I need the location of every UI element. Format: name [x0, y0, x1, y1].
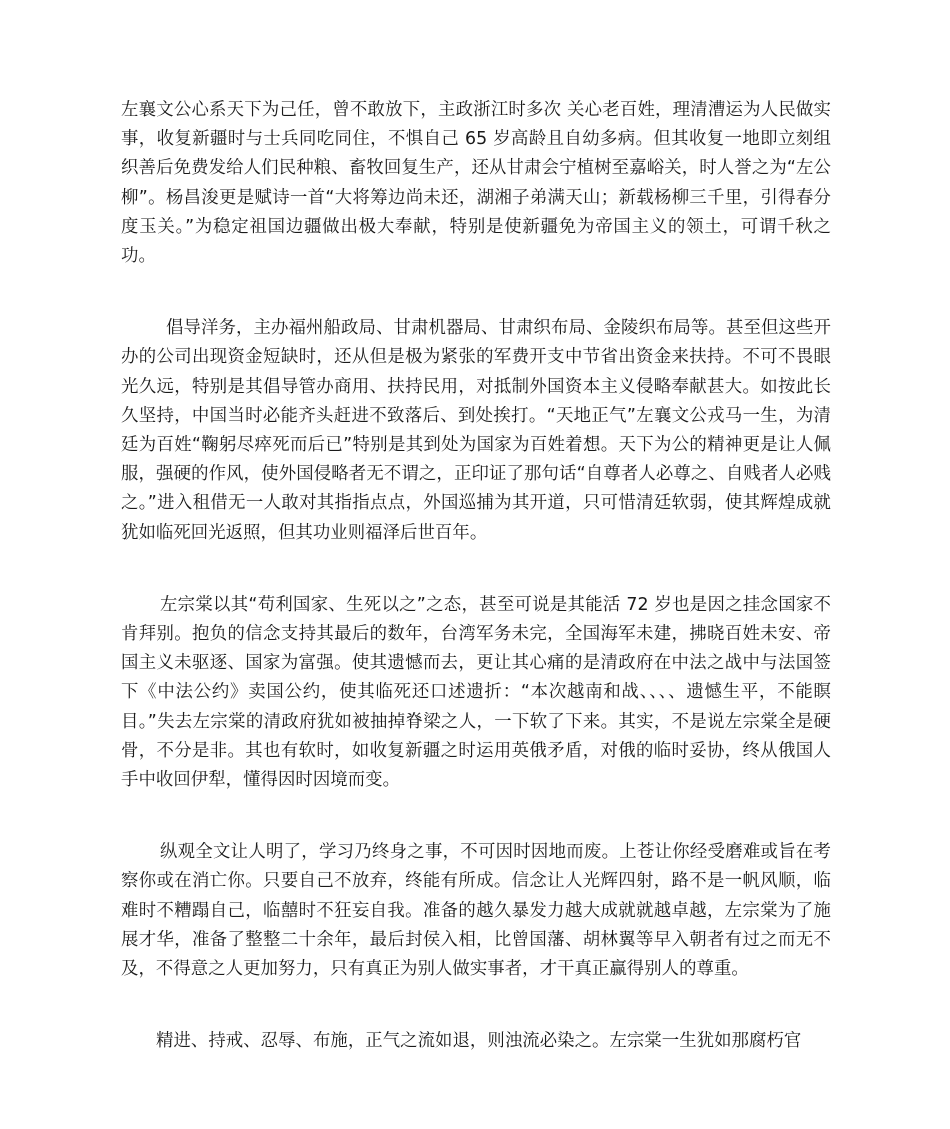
- paragraph-5: 精进、持戒、忍辱、布施，正气之流如退，则浊流必染之。左宗棠一生犹如那腐朽官: [156, 1031, 802, 1052]
- paragraph-1: 左襄文公心系天下为己任，曾不敢放下，主政浙江时多次 关心老百姓，理清漕运为人民做实事，收复新疆时与士兵同吃同住，不惧自己 65 岁高龄且自幼多病。但其收复一地即立刻组织善后免费发给人们民种粮、畜牧回复生产，还从甘肃会宁植树至嘉峪关，时人誉之为“左公柳”。杨昌浚更是赋诗一首“大将筹边尚未还，湖湘子弟满天山；新载杨柳三千里，引得春分度玉关。”为稳定祖国边疆做出极大奉献，特别是使新疆免为帝国主义的领土，可谓千秋之功。: [121, 100, 831, 267]
- paragraph-2: 倡导洋务，主办福州船政局、甘肃机器局、甘肃织布局、金陵织布局等。甚至但这些开办的公司出现资金短缺时，还从但是极为紧张的军费开支中节省出资金来扶持。不可不畏眼光久远，特别是其倡导管办商用、扶持民用，对抵制外国资本主义侵略奉献甚大。如按此长久坚持，中国当时必能齐头赶进不致落后、到处挨打。“天地正气”左襄文公戎马一生，为清廷为百姓“鞠躬尽瘁死而后已”特别是其到处为国家为百姓着想。天下为公的精神更是让人佩服，强硬的作风，使外国侵略者无不谓之，正印证了那句话“自尊者人必尊之、自贱者人必贱之。”进入租借无一人敢对其指指点点，外国巡捕为其开道，只可惜清廷软弱，使其辉煌成就犹如临死回光返照，但其功业则福泽后世百年。: [121, 318, 831, 543]
- document-body: [121, 96, 831, 1056]
- paragraph-4: 纵观全文让人明了，学习乃终身之事，不可因时因地而废。上苍让你经受磨难或旨在考察你或在消亡你。只要自己不放弃，终能有所成。信念让人光辉四射，路不是一帆风顺，临难时不糟蹋自己，临囍时不狂妄自我。准备的越久暴发力越大成就就越卓越，左宗棠为了施展才华，准备了整整二十余年，最后封侯入相，比曾国藩、胡林翼等早入朝者有过之而无不及，不得意之人更加努力，只有真正为别人做实事者，才干真正赢得别人的尊重。: [121, 842, 831, 980]
- paragraph-3: 左宗棠以其“苟利国家、生死以之”之态，甚至可说是其能活 72 岁也是因之挂念国家不肯拜别。抱负的信念支持其最后的数年，台湾军务未完，全国海军未建，拂晓百姓未安、帝国主义未驱逐、国家为富强。使其遗憾而去，更让其心痛的是清政府在中法之战中与法国签下《中法公约》卖国公约，使其临死还口述遗折：“本次越南和战、、、、遗憾生平，不能瞑目。”失去左宗棠的清政府犹如被抽掉脊梁之人，一下软了下来。其实，不是说左宗棠全是硬骨，不分是非。其也有软时，如收复新疆之时运用英俄矛盾，对俄的临时妥协，终从俄国人手中收回伊犁，懂得因时因境而变。: [121, 594, 831, 791]
